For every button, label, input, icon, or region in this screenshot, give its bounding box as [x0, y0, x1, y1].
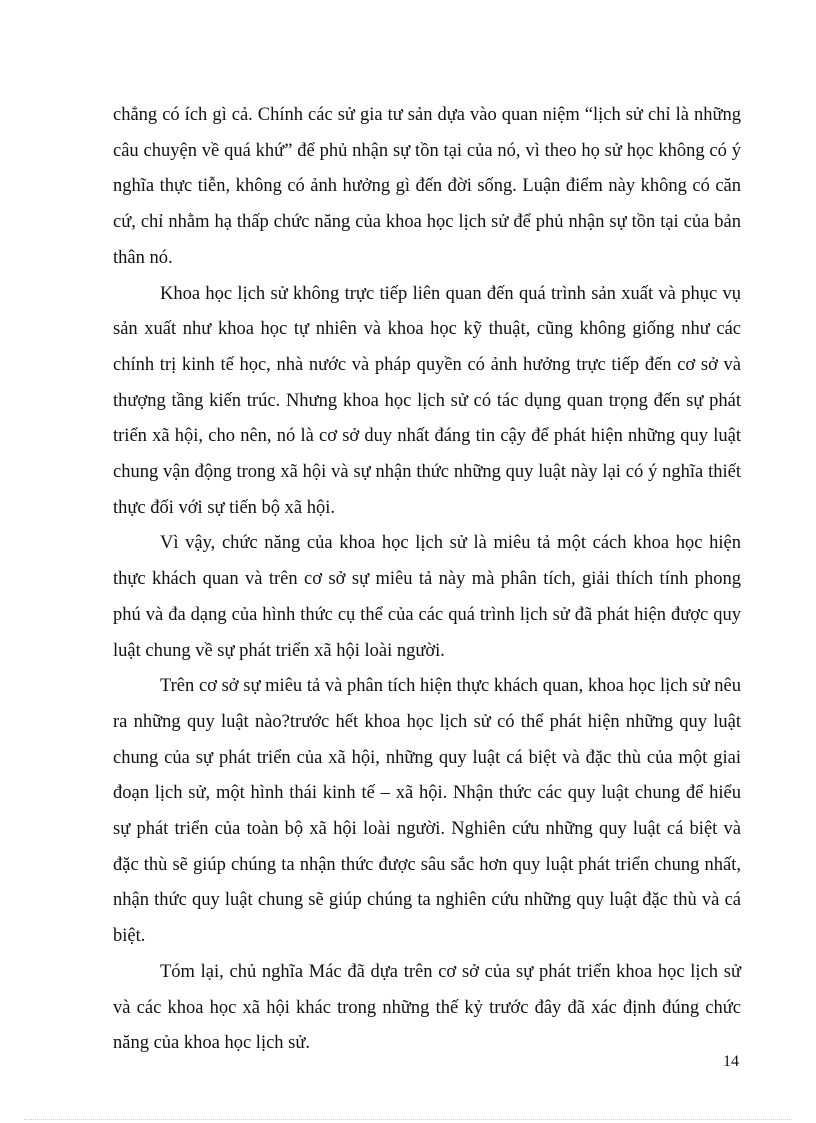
paragraph-2: Khoa học lịch sử không trực tiếp liên quan đến quá trình sản xuất và phục vụ sản xuất như khoa học tự nhiên và khoa học kỹ thuật, cũng không giống như các chính trị kinh tế học, nhà nước và pháp quyền có ảnh hưởng trực tiếp đến cơ sở và thượng tầng kiến trúc. Nhưng khoa học lịch sử có tác dụng quan trọng đến sự phát triển xã hội, cho nên, nó là cơ sở duy nhất đáng tin cậy để phát hiện những quy luật chung vận động trong xã hội và sự nhận thức những quy luật này lại có ý nghĩa thiết thực đối với sự tiến bộ xã hội.	[113, 283, 741, 518]
paragraph-5: Tóm lại, chủ nghĩa Mác đã dựa trên cơ sở của sự phát triển khoa học lịch sử và các khoa học xã hội khác trong những thế kỷ trước đây đã xác định đúng chức năng của khoa học lịch sử.	[113, 961, 741, 1054]
body-text	[113, 98, 741, 1062]
paragraph-4: Trên cơ sở sự miêu tả và phân tích hiện thực khách quan, khoa học lịch sử nêu ra những quy luật nào?trước hết khoa học lịch sử có thể phát hiện những quy luật chung của sự phát triển của xã hội, những quy luật cá biệt và đặc thù của một giai đoạn lịch sử, một hình thái kinh tế – xã hội. Nhận thức các quy luật chung để hiểu sự phát triển của toàn bộ xã hội loài người. Nghiên cứu những quy luật cá biệt và đặc thù sẽ giúp chúng ta nhận thức được sâu sắc hơn quy luật phát triển chung nhất, nhận thức quy luật chung sẽ giúp chúng ta nghiên cứu những quy luật đặc thù và cá biệt.	[113, 676, 741, 947]
page-divider	[24, 1119, 792, 1120]
paragraph-3: Vì vậy, chức năng của khoa học lịch sử là miêu tả một cách khoa học hiện thực khách quan và trên cơ sở sự miêu tả này mà phân tích, giải thích tính phong phú và đa dạng của hình thức cụ thể của các quá trình lịch sử đã phát hiện được quy luật chung về sự phát triển xã hội loài người.	[113, 533, 741, 661]
page-number: 14	[723, 1053, 739, 1070]
paragraph-1: chẳng có ích gì cả. Chính các sử gia tư sản dựa vào quan niệm “lịch sử chỉ là những câu chuyện về quá khứ” để phủ nhận sự tồn tại của nó, vì theo họ sử học không có ý nghĩa thực tiễn, không có ảnh hưởng gì đến đời sống. Luận điểm này không có căn cứ, chỉ nhằm hạ thấp chức năng của khoa học lịch sử để phủ nhận sự tồn tại của bản thân nó.	[113, 105, 741, 268]
